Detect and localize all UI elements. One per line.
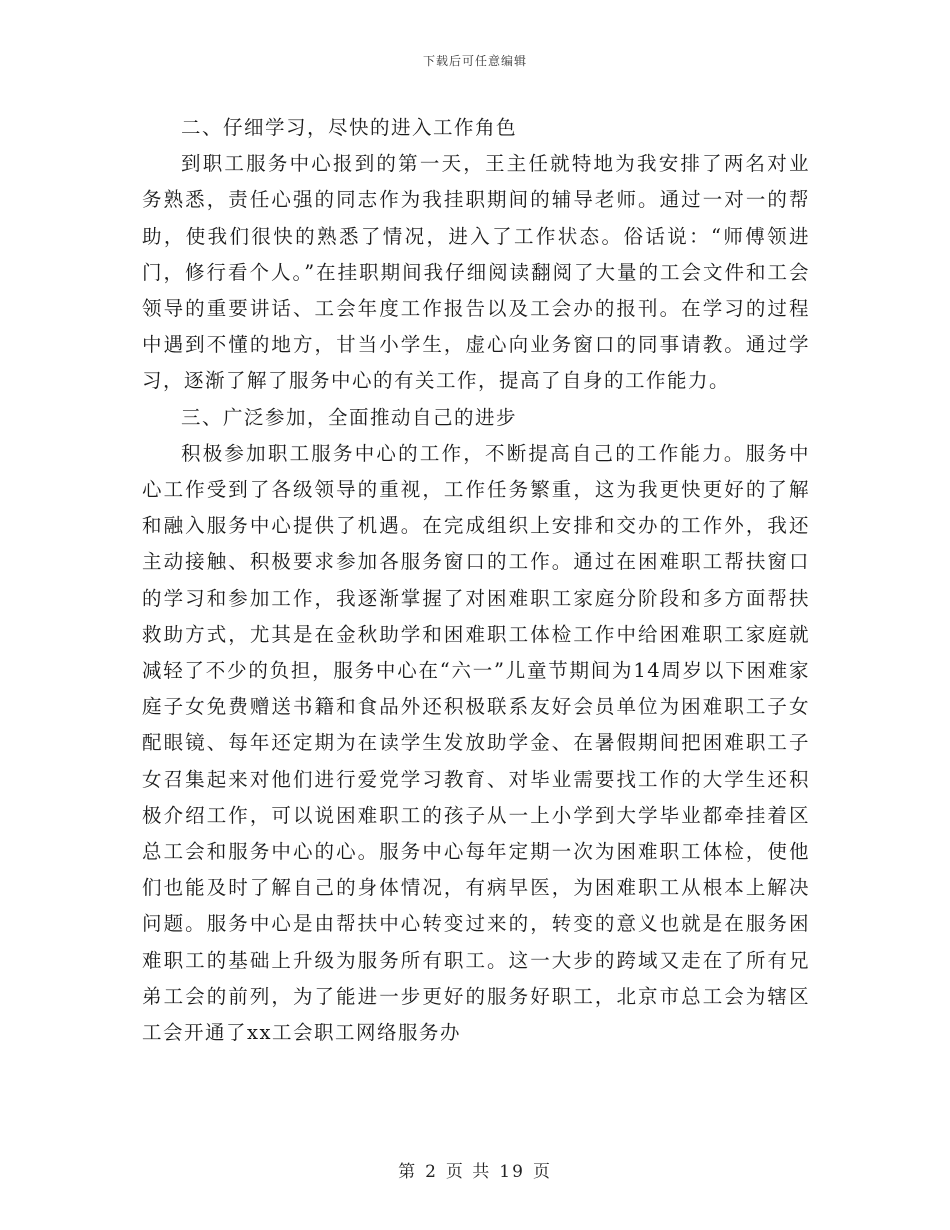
section-2-heading: 二、仔细学习，尽快的进入工作角色 — [181, 116, 518, 139]
page-current-number: 2 — [425, 1162, 438, 1182]
page-prefix: 第 — [398, 1162, 418, 1182]
page-suffix: 页 — [532, 1162, 552, 1182]
section-3-heading: 三、广泛参加，全面推动自己的进步 — [181, 405, 518, 429]
section-2-paragraph: 到职工服务中心报到的第一天，王主任就特地为我安排了两名对业务熟悉，责任心强的同志作为我挂职期间的辅导老师。通过一对一的帮助，使我们很快的熟悉了情况，进入了工作状态。俗话说：“师傅领进门，修行看个人。”在挂职期间我仔细阅读翻阅了大量的工会文件和工会领导的重要讲话、工会年度工作报告以及工会办的报刊。在学习的过程中遇到不懂的地方，甘当小学生，虚心向业务窗口的同事请教。通过学习，逐渐了解了服务中心的有关工作，提高了自身的工作能力。 — [142, 152, 810, 393]
section-3-paragraph: 积极参加职工服务中心的工作，不断提高自己的工作能力。服务中心工作受到了各级领导的重视，工作任务繁重，这为我更快更好的了解和融入服务中心提供了机遇。在完成组织上安排和交办的工作外，我还主动接触、积极要求参加各服务窗口的工作。通过在困难职工帮扶窗口的学习和参加工作，我逐渐掌握了对困难职工家庭分阶段和多方面帮扶救助方式，尤其是在金秋助学和困难职工体检工作中给困难职工家庭就减轻了不少的负担，服务中心在“六一”儿童节期间为14周岁以下困难家庭子女免费赠送书籍和食品外还积极联系友好会员单位为困难职工子女配眼镜、每年还定期为在读学生发放助学金、在暑假期间把困难职工子女召集起来对他们进行爱党学习教育、对毕业需要找工作的大学生还积极介绍工作，可以说困难职工的孩子从一上小学到大学毕业都牵挂着区总工会和服务中心的心。服务中心每年定期一次为困难职工体检，使他们也能及时了解自己的身体情况，有病早医，为困难职工从根本上解决问题。服务中心是由帮扶中心转变过来的，转变的意义也就是在服务困难职工的基础上升级为服务所有职工。这一大步的跨域又走在了所有兄弟工会的前列，为了能进一步更好的服务好职工，北京市总工会为辖区工会开通了xx工会职工网络服务办 — [142, 441, 810, 1045]
document-body — [142, 110, 810, 1051]
page-total-number: 19 — [499, 1162, 525, 1182]
page-mid-text: 页 共 — [445, 1162, 492, 1182]
page-footer — [0, 1157, 950, 1182]
page-header-note: 下载后可任意编辑 — [422, 54, 527, 68]
